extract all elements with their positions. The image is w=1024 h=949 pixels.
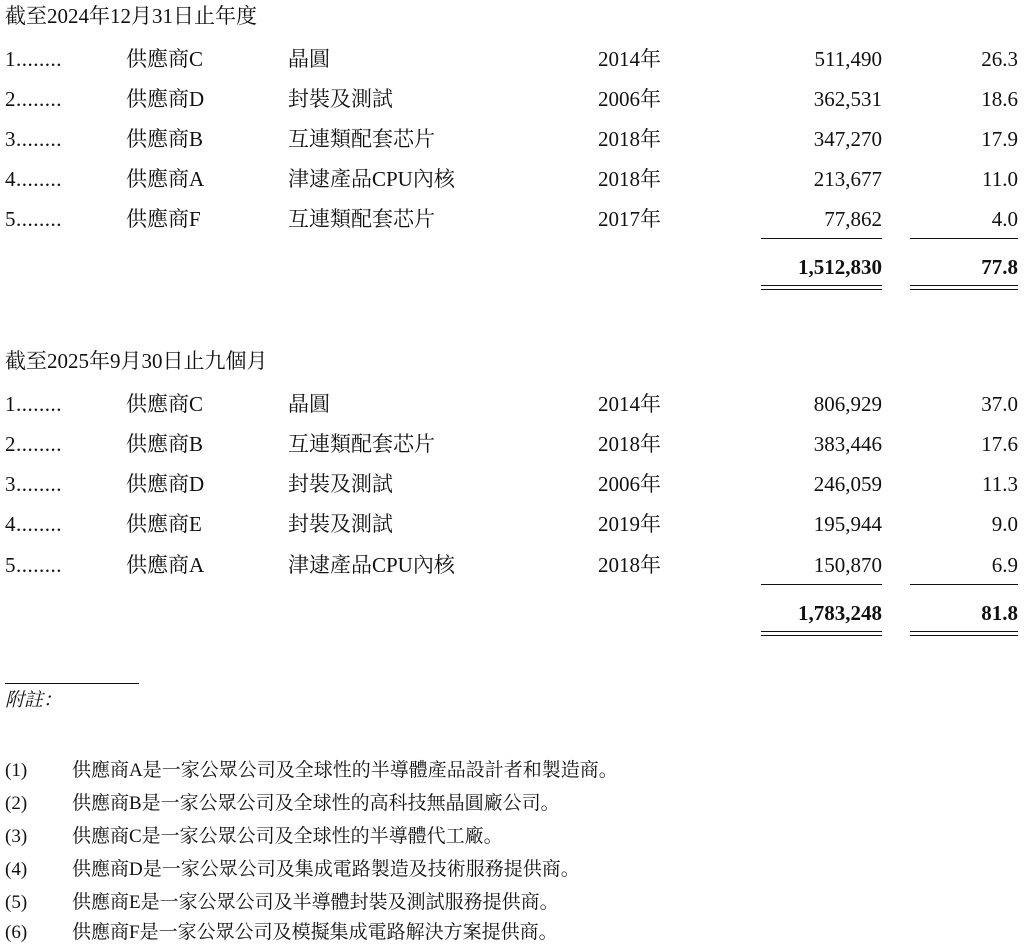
amount-cell: 213,677	[813, 167, 882, 191]
subtotal-rule-amount	[761, 238, 882, 239]
note-text: 供應商B是一家公眾公司及全球性的高科技無晶圓廠公司。	[72, 793, 560, 814]
table-row	[0, 424, 1024, 464]
total-percentage: 81.8	[981, 601, 1018, 625]
note-text: 供應商C是一家公眾公司及全球性的半導體代工廠。	[72, 826, 503, 847]
percentage-cell: 26.3	[981, 47, 1018, 71]
rank-cell: 2........	[5, 87, 62, 111]
table-row	[0, 39, 1024, 79]
percentage-cell: 11.0	[982, 167, 1018, 191]
supplier-cell: 供應商B	[126, 127, 204, 151]
product-cell: 晶圓	[288, 392, 330, 416]
product-cell: 互連類配套芯片	[288, 207, 435, 231]
table-row	[0, 199, 1024, 239]
rank-cell: 4........	[5, 512, 62, 536]
table-row	[0, 504, 1024, 544]
supplier-cell: 供應商C	[126, 392, 204, 416]
notes-divider	[5, 683, 139, 684]
note-number: (3)	[5, 826, 28, 847]
supplier-cell: 供應商A	[126, 553, 205, 577]
table-row	[0, 384, 1024, 424]
rank-cell: 2........	[5, 432, 62, 456]
notes-heading: 附註：	[5, 690, 63, 711]
amount-cell: 511,490	[814, 47, 882, 71]
product-cell: 封裝及測試	[288, 512, 393, 536]
product-cell: 互連類配套芯片	[288, 432, 435, 456]
percentage-cell: 11.3	[982, 472, 1018, 496]
year-cell: 2014年	[598, 392, 661, 416]
rank-cell: 3........	[5, 127, 62, 151]
product-cell: 津逮產品CPU內核	[288, 553, 455, 577]
table-row	[0, 159, 1024, 199]
table-row	[0, 545, 1024, 585]
percentage-cell: 37.0	[981, 392, 1018, 416]
percentage-cell: 9.0	[991, 512, 1018, 536]
total-double-rule-amount	[761, 631, 882, 636]
total-double-rule-percentage	[910, 631, 1018, 636]
table-row	[0, 464, 1024, 504]
product-cell: 晶圓	[288, 47, 330, 71]
year-cell: 2018年	[598, 553, 661, 577]
rank-cell: 1........	[5, 47, 62, 71]
total-amount: 1,783,248	[798, 601, 882, 625]
percentage-cell: 17.6	[981, 432, 1018, 456]
note-item	[0, 916, 1024, 949]
supplier-cell: 供應商A	[126, 167, 205, 191]
note-item	[0, 886, 1024, 919]
percentage-cell: 18.6	[981, 87, 1018, 111]
year-cell: 2017年	[598, 207, 661, 231]
year-cell: 2018年	[598, 432, 661, 456]
note-item	[0, 787, 1024, 820]
rank-cell: 3........	[5, 472, 62, 496]
table-row	[0, 79, 1024, 119]
rank-cell: 4........	[5, 167, 62, 191]
year-cell: 2006年	[598, 472, 661, 496]
section-2025-title: 截至2025年9月30日止九個月	[5, 349, 268, 373]
total-double-rule-amount	[761, 285, 882, 290]
year-cell: 2019年	[598, 512, 661, 536]
supplier-cell: 供應商D	[126, 87, 205, 111]
note-number: (2)	[5, 793, 28, 814]
amount-cell: 383,446	[813, 432, 882, 456]
subtotal-rule-amount	[761, 584, 882, 585]
percentage-cell: 4.0	[991, 207, 1018, 231]
note-item	[0, 820, 1024, 853]
rank-cell: 5........	[5, 553, 62, 577]
note-item	[0, 754, 1024, 787]
amount-cell: 195,944	[813, 512, 882, 536]
amount-cell: 347,270	[813, 127, 882, 151]
amount-cell: 362,531	[813, 87, 882, 111]
total-percentage: 77.8	[981, 255, 1018, 279]
note-text: 供應商A是一家公眾公司及全球性的半導體產品設計者和製造商。	[72, 760, 618, 781]
supplier-cell: 供應商B	[126, 432, 204, 456]
subtotal-rule-percentage	[910, 238, 1018, 239]
supplier-cell: 供應商D	[126, 472, 205, 496]
note-number: (1)	[5, 760, 28, 781]
amount-cell: 806,929	[813, 392, 882, 416]
product-cell: 封裝及測試	[288, 87, 393, 111]
supplier-cell: 供應商C	[126, 47, 204, 71]
note-text: 供應商E是一家公眾公司及半導體封裝及測試服務提供商。	[72, 892, 559, 913]
note-number: (5)	[5, 892, 28, 913]
percentage-cell: 17.9	[981, 127, 1018, 151]
product-cell: 互連類配套芯片	[288, 127, 435, 151]
year-cell: 2006年	[598, 87, 661, 111]
year-cell: 2014年	[598, 47, 661, 71]
note-number: (4)	[5, 859, 28, 880]
year-cell: 2018年	[598, 167, 661, 191]
percentage-cell: 6.9	[991, 553, 1018, 577]
product-cell: 封裝及測試	[288, 472, 393, 496]
amount-cell: 77,862	[824, 207, 882, 231]
product-cell: 津逮產品CPU內核	[288, 167, 455, 191]
rank-cell: 5........	[5, 207, 62, 231]
total-amount: 1,512,830	[798, 255, 882, 279]
rank-cell: 1........	[5, 392, 62, 416]
supplier-cell: 供應商F	[126, 207, 201, 231]
amount-cell: 150,870	[813, 553, 882, 577]
table-row	[0, 119, 1024, 159]
subtotal-rule-percentage	[910, 584, 1018, 585]
note-item	[0, 853, 1024, 886]
supplier-cell: 供應商E	[126, 512, 202, 536]
note-number: (6)	[5, 922, 28, 943]
note-text: 供應商F是一家公眾公司及模擬集成電路解決方案提供商。	[72, 922, 558, 943]
section-2024-title: 截至2024年12月31日止年度	[5, 4, 257, 28]
total-double-rule-percentage	[910, 285, 1018, 290]
year-cell: 2018年	[598, 127, 661, 151]
amount-cell: 246,059	[813, 472, 882, 496]
note-text: 供應商D是一家公眾公司及集成電路製造及技術服務提供商。	[72, 859, 580, 880]
